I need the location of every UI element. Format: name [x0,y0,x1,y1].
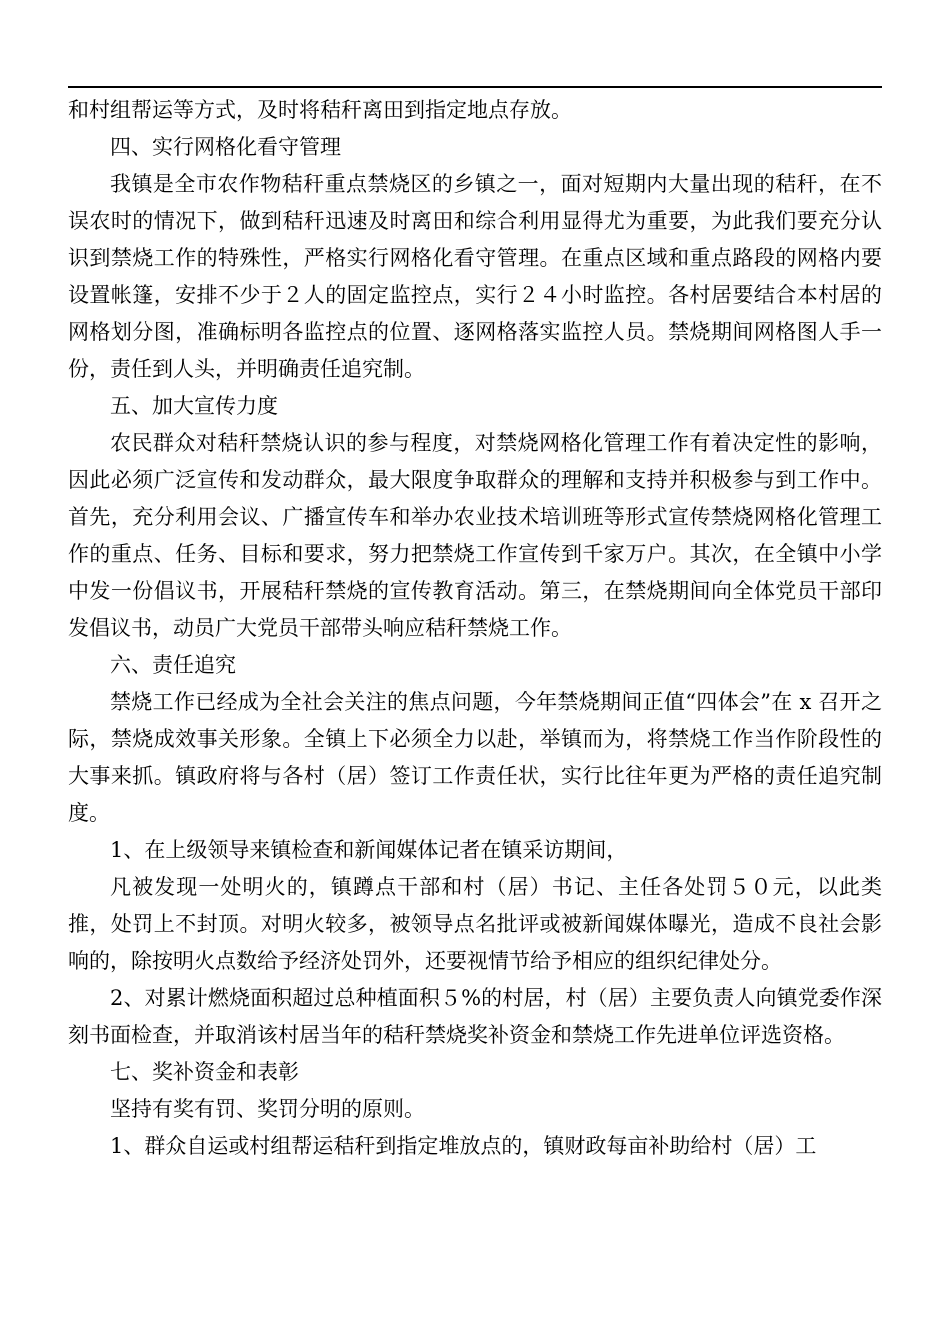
document-body [68,92,882,1165]
list-item: 2、对累计燃烧面积超过总种植面积５%的村居，村（居）主要负责人向镇党委作深刻书面检查，并取消该村居当年的秸秆禁烧奖补资金和禁烧工作先进单位评选资格。 [68,986,882,1047]
list-item: 1、在上级领导来镇检查和新闻媒体记者在镇采访期间， [110,838,628,862]
paragraph: 我镇是全市农作物秸秆重点禁烧区的乡镇之一，面对短期内大量出现的秸秆，在不误农时的情况下，做到秸秆迅速及时离田和综合利用显得尤为重要，为此我们要充分认识到禁烧工作的特殊性，严格实行网格化看守管理。在重点区域和重点路段的网格内要设置帐篷，安排不少于２人的固定监控点，实行２４小时监控。各村居要结合本村居的网格划分图，准确标明各监控点的位置、逐网格落实监控人员。禁烧期间网格图人手一份，责任到人头，并明确责任追究制。 [68,172,882,381]
section-heading: 五、加大宣传力度 [110,394,278,418]
paragraph: 农民群众对秸秆禁烧认识的参与程度，对禁烧网格化管理工作有着决定性的影响，因此必须广泛宣传和发动群众，最大限度争取群众的理解和支持并积极参与到工作中。首先，充分利用会议、广播宣传车和举办农业技术培训班等形式宣传禁烧网格化管理工作的重点、任务、目标和要求，努力把禁烧工作宣传到千家万户。其次，在全镇中小学中发一份倡议书，开展秸秆禁烧的宣传教育活动。第三，在禁烧期间向全体党员干部印发倡议书，动员广大党员干部带头响应秸秆禁烧工作。 [68,431,882,640]
section-heading: 四、实行网格化看守管理 [110,135,341,159]
paragraph: 和村组帮运等方式，及时将秸秆离田到指定地点存放。 [68,98,572,122]
list-item: 1、群众自运或村组帮运秸秆到指定堆放点的，镇财政每亩补助给村（居）工 [110,1134,817,1158]
paragraph: 坚持有奖有罚、奖罚分明的原则。 [110,1097,425,1121]
section-heading: 七、奖补资金和表彰 [110,1060,299,1084]
paragraph: 凡被发现一处明火的，镇蹲点干部和村（居）书记、主任各处罚５０元，以此类推，处罚上不封顶。对明火较多，被领导点名批评或被新闻媒体曝光，造成不良社会影响的，除按明火点数给予经济处罚外，还要视情节给予相应的组织纪律处分。 [68,875,882,973]
paragraph: 禁烧工作已经成为全社会关注的焦点问题，今年禁烧期间正值“四体会”在 x 召开之际，禁烧成效事关形象。全镇上下必须全力以赴，举镇而为，将禁烧工作当作阶段性的大事来抓。镇政府将与各村（居）签订工作责任状，实行比往年更为严格的责任追究制度。 [68,690,882,825]
header-rule [68,86,882,88]
section-heading: 六、责任追究 [110,653,236,677]
